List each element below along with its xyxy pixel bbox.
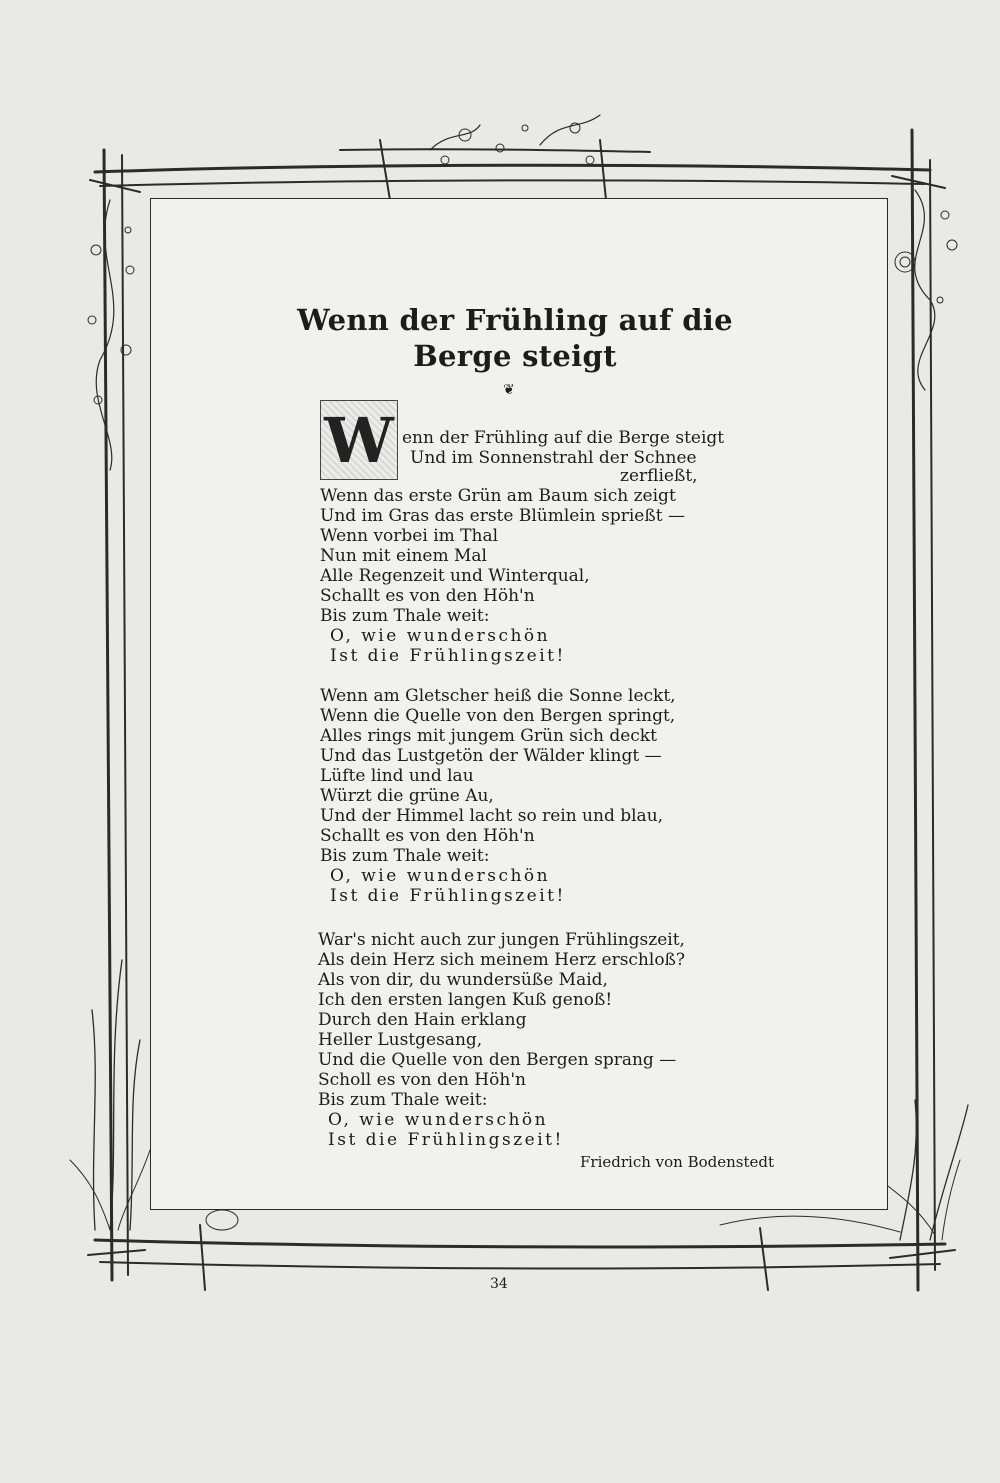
fleuron-ornament-icon: ❦ bbox=[503, 382, 515, 398]
poem-line: Und das Lustgetön der Wälder klingt — bbox=[320, 746, 662, 766]
author-credit: Friedrich von Bodenstedt bbox=[580, 1153, 775, 1171]
poem-line: Schallt es von den Höh'n bbox=[320, 826, 535, 846]
poem-line: Als von dir, du wundersüße Maid, bbox=[318, 970, 608, 990]
poem-line: Wenn die Quelle von den Bergen springt, bbox=[320, 706, 676, 726]
poem-line: Schallt es von den Höh'n bbox=[320, 586, 535, 606]
poem-line: War's nicht auch zur jungen Frühlingszeit, bbox=[318, 930, 685, 950]
page-number: 34 bbox=[490, 1276, 508, 1292]
poem-line: Wenn am Gletscher heiß die Sonne leckt, bbox=[320, 686, 676, 706]
poem-line: Alle Regenzeit und Winterqual, bbox=[320, 566, 590, 586]
poem-line: Nun mit einem Mal bbox=[320, 546, 487, 566]
poem-line: Und die Quelle von den Bergen sprang — bbox=[318, 1050, 677, 1070]
drop-cap-initial: W bbox=[320, 400, 398, 480]
poem-line: Und der Himmel lacht so rein und blau, bbox=[320, 806, 664, 826]
poem-refrain-line: O, wie wunderschön bbox=[330, 626, 551, 646]
poem-title bbox=[200, 302, 830, 374]
poem-line: Scholl es von den Höh'n bbox=[318, 1070, 526, 1090]
poem-line: Bis zum Thale weit: bbox=[320, 846, 490, 866]
poem-line: enn der Frühling auf die Berge steigt bbox=[402, 428, 725, 448]
poem-line: Lüfte lind und lau bbox=[320, 766, 474, 786]
poem-line: Durch den Hain erklang bbox=[318, 1010, 527, 1030]
poem-line: Und im Sonnenstrahl der Schnee bbox=[410, 448, 697, 468]
poem-line: Bis zum Thale weit: bbox=[318, 1090, 488, 1110]
poem-line: zerfließt, bbox=[620, 466, 698, 486]
poem-line: Wenn das erste Grün am Baum sich zeigt bbox=[320, 486, 676, 506]
poem-line: Bis zum Thale weit: bbox=[320, 606, 490, 626]
poem-refrain-line: Ist die Frühlingszeit! bbox=[330, 886, 566, 906]
poem-refrain-line: Ist die Frühlingszeit! bbox=[328, 1130, 564, 1150]
title-line-2: Berge steigt bbox=[413, 339, 617, 373]
title-line-1: Wenn der Frühling auf die bbox=[297, 303, 733, 337]
poem-line: Alles rings mit jungem Grün sich deckt bbox=[320, 726, 657, 746]
poem-line: Als dein Herz sich meinem Herz erschloß? bbox=[318, 950, 686, 970]
poem-line: Wenn vorbei im Thal bbox=[320, 526, 499, 546]
poem-refrain-line: O, wie wunderschön bbox=[330, 866, 551, 886]
poem-line: Ich den ersten langen Kuß genoß! bbox=[318, 990, 613, 1010]
poem-line: Heller Lustgesang, bbox=[318, 1030, 483, 1050]
poem-refrain-line: Ist die Frühlingszeit! bbox=[330, 646, 566, 666]
poem-refrain-line: O, wie wunderschön bbox=[328, 1110, 549, 1130]
poem-line: Und im Gras das erste Blümlein sprießt — bbox=[320, 506, 685, 526]
poem-line: Würzt die grüne Au, bbox=[320, 786, 494, 806]
